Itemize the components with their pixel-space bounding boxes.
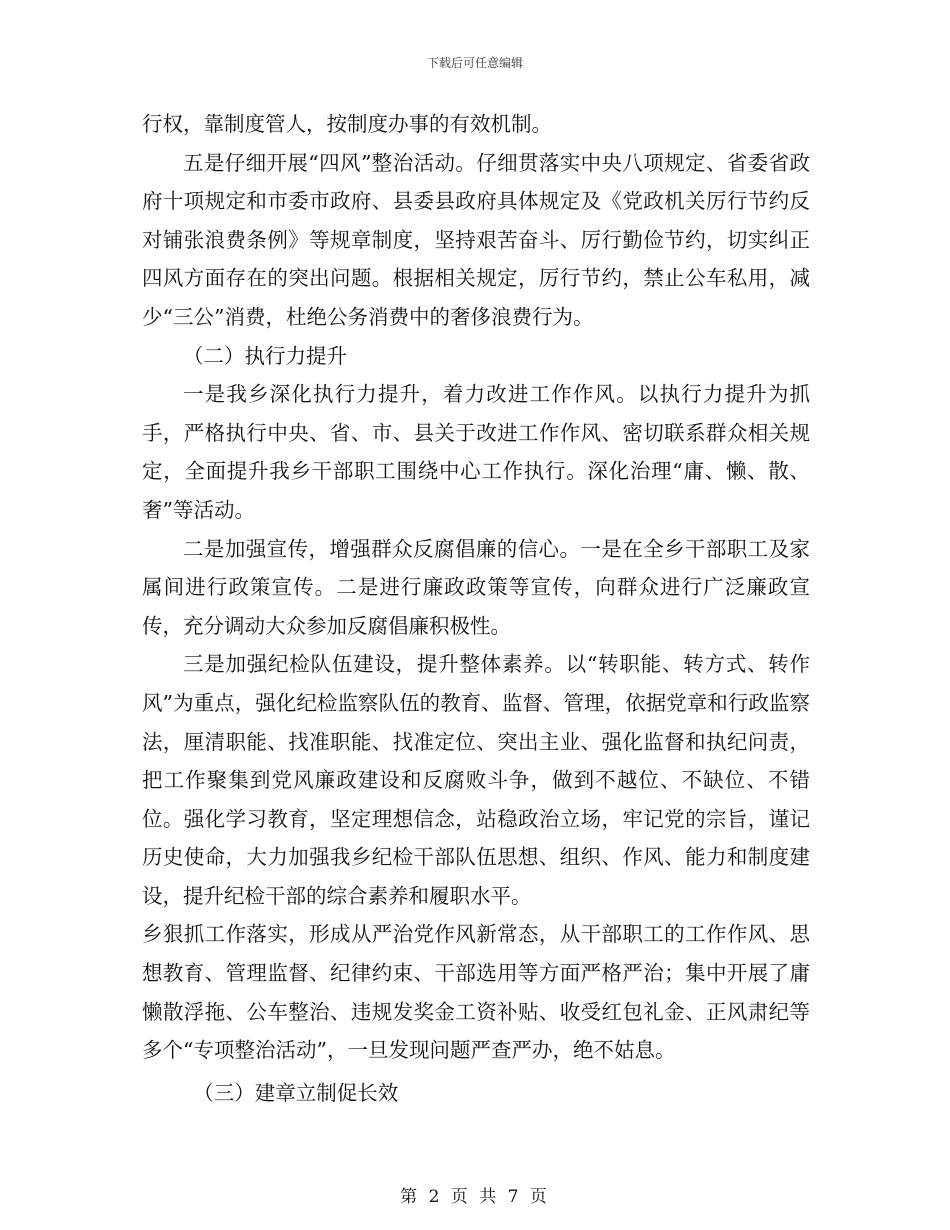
header-note: 下载后可任意编辑 [426,56,523,70]
paragraph-team-building: 三是加强纪检队伍建设，提升整体素养。以“转职能、转方式、转作风”为重点，强化纪检监察队伍的教育、监督、管理，依据党章和行政监察法，厘清职能、找准职能、找准定位、突出主业、强化监督和执纪问责，把工作聚集到党风廉政建设和反腐败斗争，做到不越位、不缺位、不错位。强化学习教育，坚定理想信念，站稳政治立场，牢记党的宗旨，谨记历史使命，大力加强我乡纪检干部队伍思想、组织、作风、能力和制度建设，提升纪检干部的综合素养和履职水平。 [142,652,810,908]
document-body [142,105,810,1112]
section-heading-regulations: （三）建章立制促长效 [193,1080,399,1105]
paragraph-four-winds: 五是仔细开展“四风”整治活动。仔细贯落实中央八项规定、省委省政府十项规定和市委市政府、县委县政府具体规定及《党政机关厉行节约反对铺张浪费条例》等规章制度，坚持艰苦奋斗、厉行勤俭节约，切实纠正四风方面存在的突出问题。根据相关规定，厉行节约，禁止公车私用，减少“三公”消费，杜绝公务消费中的奢侈浪费行为。 [142,150,810,329]
section-heading-execution: （二）执行力提升 [183,343,347,368]
paragraph-continuation: 行权，靠制度管人，按制度办事的有效机制。 [142,112,552,136]
paragraph-implementation: 乡狠抓工作落实，形成从严治党作风新常态，从干部职工的工作作风、思想教育、管理监督、纪律约束、干部选用等方面严格严治；集中开展了庸懒散浮拖、公车整治、违规发奖金工资补贴、收受红包礼金、正风肃纪等多个“专项整治活动”，一旦发现问题严查严办，绝不姑息。 [142,922,810,1063]
paragraph-publicity: 二是加强宣传，增强群众反腐倡廉的信心。一是在全乡干部职工及家属间进行政策宣传。二是进行廉政政策等宣传，向群众进行广泛廉政宣传，充分调动大众参加反腐倡廉积极性。 [142,536,810,638]
page-number: 第 2 页 共 7 页 [400,1187,550,1207]
paragraph-execution: 一是我乡深化执行力提升，着力改进工作作风。以执行力提升为抓手，严格执行中央、省、市、县关于改进工作作风、密切联系群众相关规定，全面提升我乡干部职工围绕中心工作执行。深化治理“庸、懒、散、奢”等活动。 [142,382,810,522]
